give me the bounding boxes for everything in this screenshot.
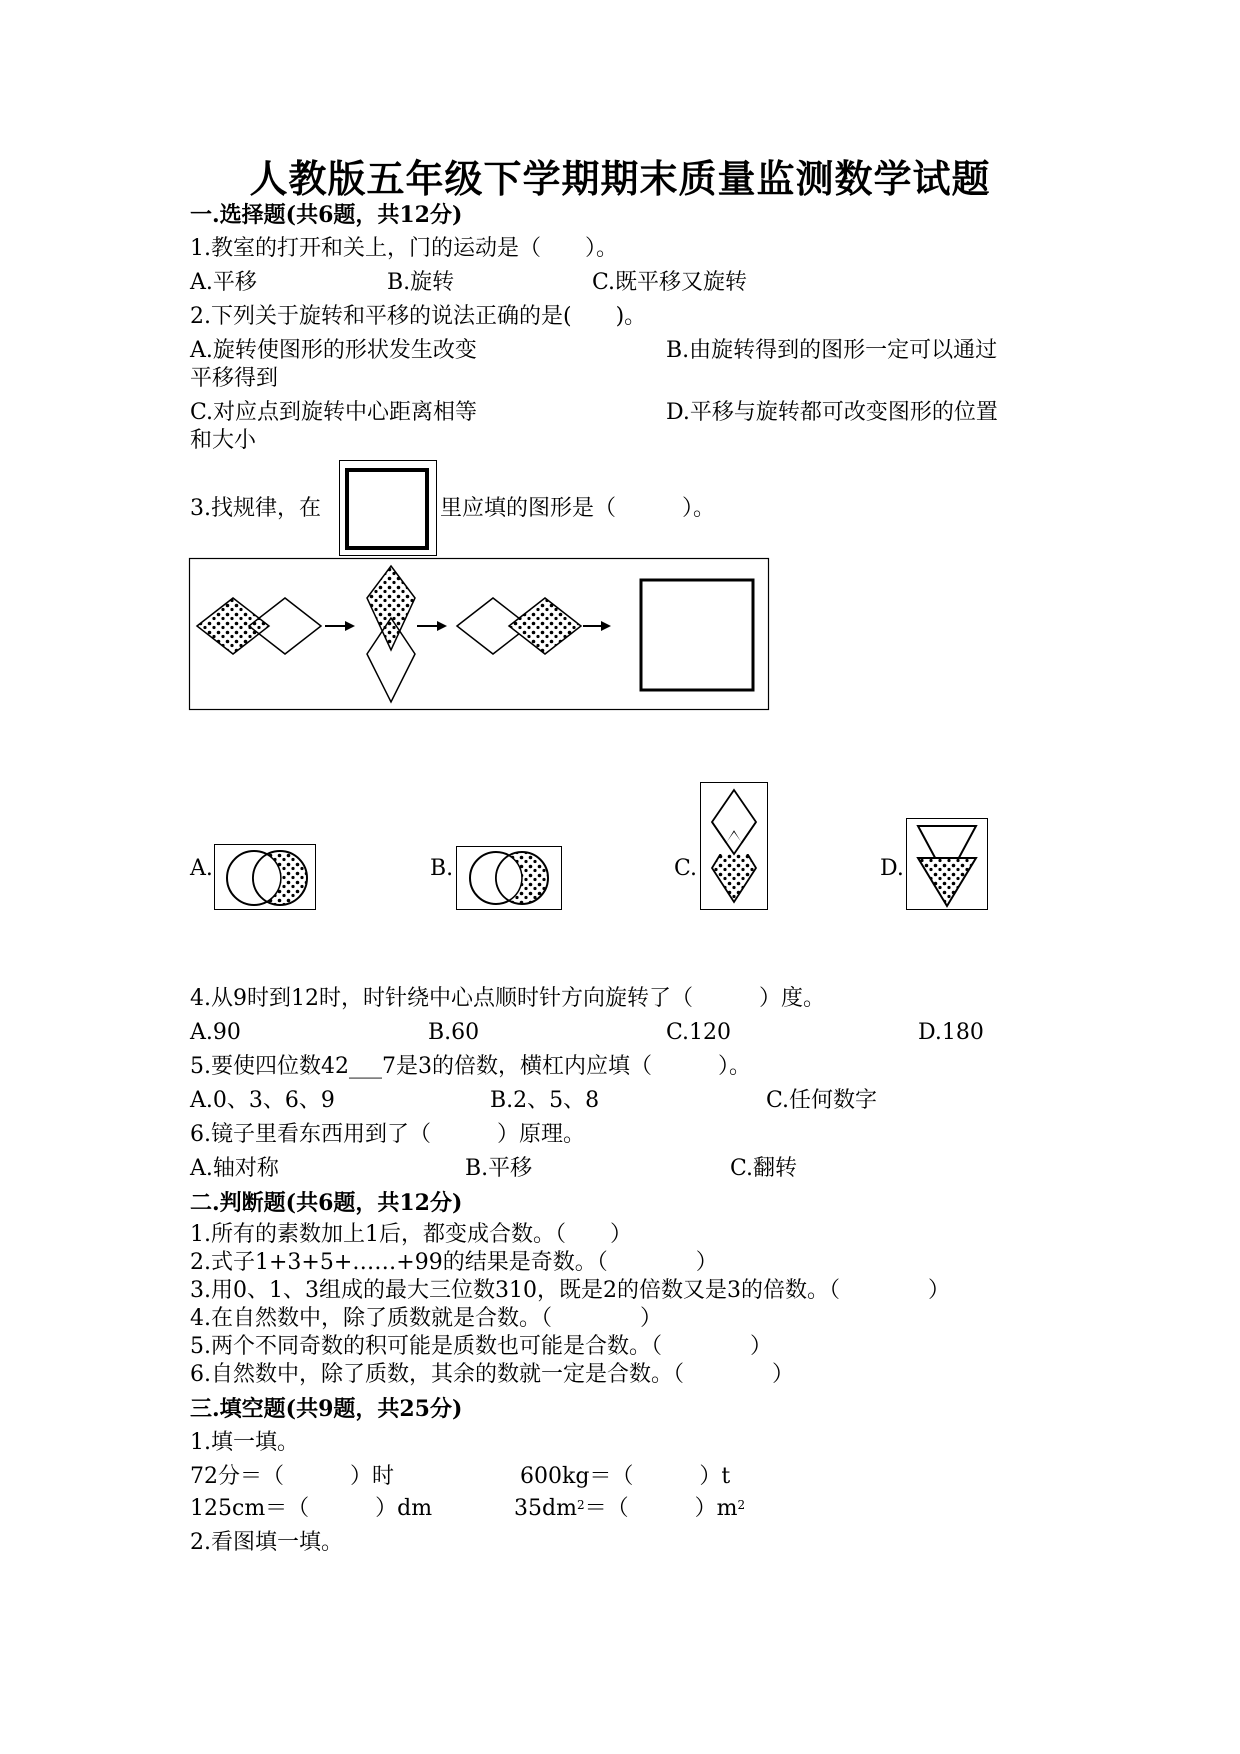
q5-stem: 5.要使四位数42___7是3的倍数，横杠内应填（ ）。 [190, 1054, 751, 1079]
q1-option-a: A.平移 [190, 270, 257, 295]
section-1-heading: 一.选择题(共6题，共12分) [190, 202, 463, 228]
q2-option-a: A.旋转使图形的形状发生改变 [190, 338, 477, 363]
fill-q1-stem: 1.填一填。 [190, 1430, 299, 1455]
q3-stem-after: 里应填的图形是（ ）。 [440, 496, 716, 521]
q3-stem-before: 3.找规律，在 [190, 496, 321, 521]
q6-option-a: A.轴对称 [190, 1156, 279, 1181]
fill-q1-row2-b-unit: 35dm [514, 1496, 577, 1521]
q3-option-c-figure [700, 782, 768, 910]
q4-option-c: C.120 [666, 1020, 732, 1045]
judge-item-6: 6.自然数中，除了质数，其余的数就一定是合数。（ ） [190, 1362, 794, 1387]
q3-option-c-label: C. [674, 856, 698, 881]
fill-q1-row1-b: 600kg＝（ ）t [520, 1464, 731, 1489]
fill-q1-row2-b-rest: ＝（ ）m [584, 1496, 738, 1521]
q2-option-d-cont: 和大小 [190, 428, 257, 453]
q2-option-c: C.对应点到旋转中心距离相等 [190, 400, 478, 425]
superscript-2b: 2 [737, 1498, 746, 1512]
section-3-heading: 三.填空题(共9题，共25分) [190, 1396, 463, 1422]
judge-item-2: 2.式子1+3+5+……+99的结果是奇数。（ ） [190, 1250, 718, 1275]
fill-q1-row2-b [514, 1496, 745, 1522]
q6-option-c: C.翻转 [730, 1156, 798, 1181]
q6-option-b: B.平移 [465, 1156, 533, 1181]
q5-option-a: A.0、3、6、9 [190, 1088, 335, 1113]
q4-option-d: D.180 [918, 1020, 984, 1045]
q3-blank-box-figure [339, 460, 437, 556]
q5-option-b: B.2、5、8 [490, 1088, 600, 1113]
q3-option-d-figure [906, 818, 988, 910]
q4-option-b: B.60 [428, 1020, 480, 1045]
q3-option-b-figure [456, 846, 562, 910]
q3-option-a-label: A. [190, 856, 213, 881]
judge-item-1: 1.所有的素数加上1后，都变成合数。（ ） [190, 1222, 632, 1247]
judge-item-3: 3.用0、1、3组成的最大三位数310，既是2的倍数又是3的倍数。（ ） [190, 1278, 950, 1303]
page-title: 人教版五年级下学期期末质量监测数学试题 [249, 156, 991, 201]
q6-stem: 6.镜子里看东西用到了（ ）原理。 [190, 1122, 585, 1147]
q2-option-b-cont: 平移得到 [190, 366, 279, 391]
q3-option-a-figure [214, 844, 316, 910]
q1-stem: 1.教室的打开和关上，门的运动是（ ）。 [190, 236, 618, 261]
q3-option-b-label: B. [430, 856, 454, 881]
judge-item-5: 5.两个不同奇数的积可能是质数也可能是合数。（ ） [190, 1334, 772, 1359]
q4-option-a: A.90 [190, 1020, 241, 1045]
q3-pattern-figure [189, 558, 769, 710]
superscript-2: 2 [576, 1498, 585, 1512]
section-2-heading: 二.判断题(共6题，共12分) [190, 1190, 463, 1216]
q4-stem: 4.从9时到12时，时针绕中心点顺时针方向旋转了（ ）度。 [190, 986, 825, 1011]
fill-q1-row1-a: 72分＝（ ）时 [190, 1464, 394, 1489]
fill-q1-row2-a: 125cm＝（ ）dm [190, 1496, 433, 1521]
q3-option-d-label: D. [880, 856, 904, 881]
q5-option-c: C.任何数字 [766, 1088, 878, 1113]
judge-item-4: 4.在自然数中，除了质数就是合数。（ ） [190, 1306, 662, 1331]
q2-option-d: D.平移与旋转都可改变图形的位置 [666, 400, 998, 425]
q2-option-b: B.由旋转得到的图形一定可以通过 [666, 338, 998, 363]
q1-option-c: C.既平移又旋转 [592, 270, 748, 295]
q2-stem: 2.下列关于旋转和平移的说法正确的是( )。 [190, 304, 647, 329]
fill-q2-stem: 2.看图填一填。 [190, 1530, 343, 1555]
q1-option-b: B.旋转 [387, 270, 455, 295]
